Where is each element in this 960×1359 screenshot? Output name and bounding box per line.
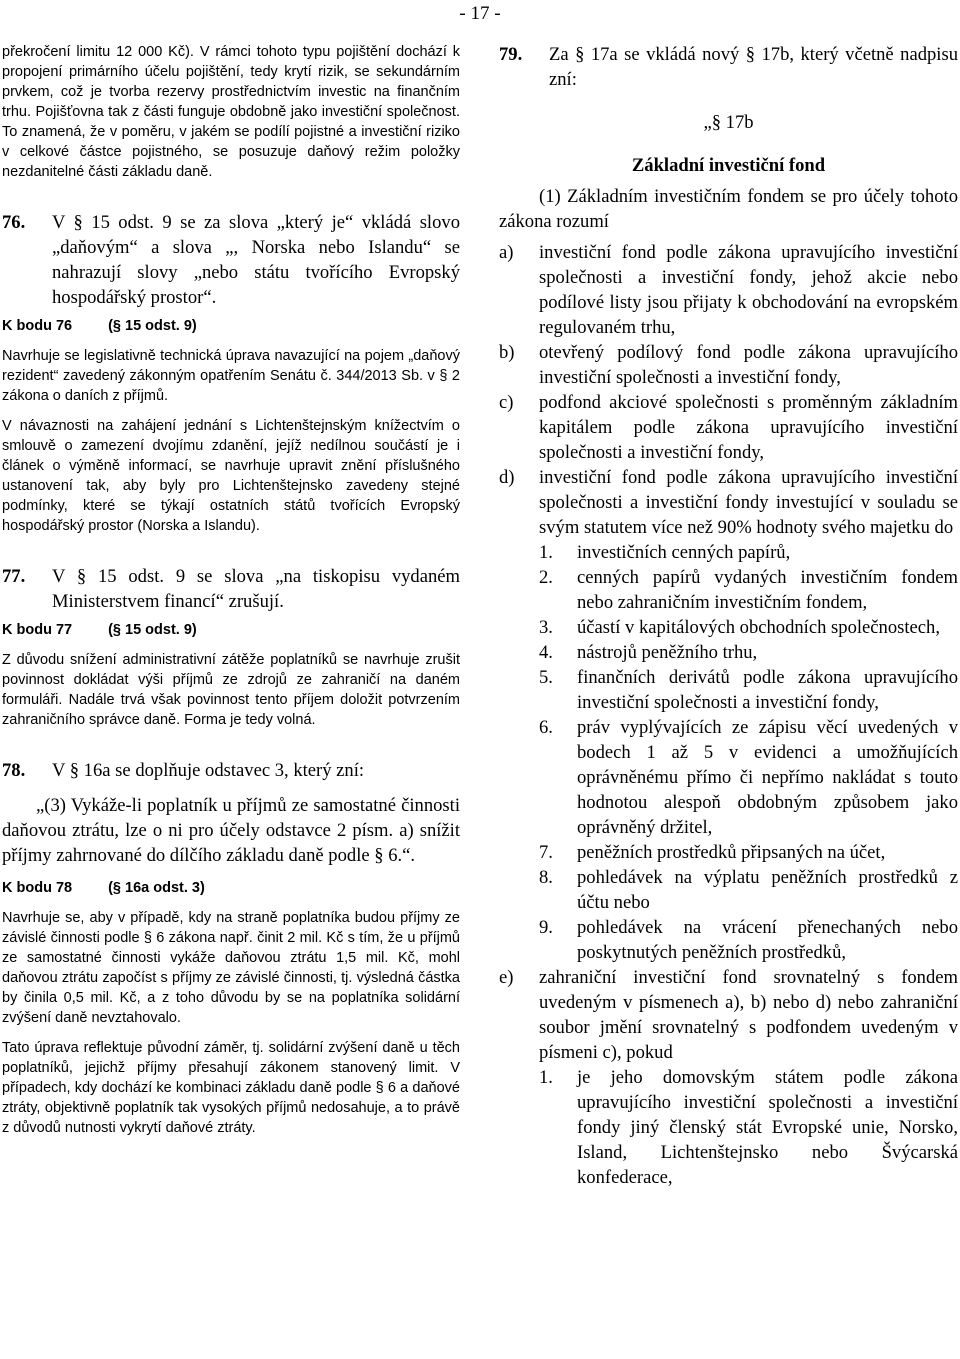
item-d-body: [539, 465, 958, 965]
explanation-heading-76: [2, 316, 460, 336]
explanation-heading-77: [2, 620, 460, 640]
sub-label: 6.: [539, 717, 553, 738]
explanation-77: Z důvodu snížení administrativní zátěže poplatníků se navrhuje zrušit povinnost dokládat výši příjmů ze zdrojů ze zahraničí na daném formuláři. Nadále trvá však povinnost tento příjem doložit potvrzením zahraničního správce daně. Forma je tedy volná.: [2, 652, 460, 728]
amendment-number: 79.: [499, 44, 523, 65]
sub-label: 4.: [539, 642, 553, 663]
amendment-number: 77.: [2, 566, 26, 587]
left-column: [2, 42, 460, 1138]
explanation-76-p2: V návaznosti na zahájení jednání s Lichtenštejnským knížectvím o smlouvě o zamezení dvojímu zdanění, jejíž nedílnou součástí je i článek o výměně informací, se navrhuje upravit znění příslušného ustanovení tak, aby byly pro Lichtenštejnsko zavedeny stejné podmínky, které se týkají ostatních států tvořících Evropský hospodářský prostor (Norska a Islandu).: [2, 418, 460, 534]
item-label: a): [499, 242, 514, 263]
amendment-number: 76.: [2, 212, 26, 233]
sub-label: 5.: [539, 667, 553, 688]
amendment-76: [2, 210, 460, 310]
sub-label: 8.: [539, 867, 553, 888]
sub-text: pohledávek na výplatu peněžních prostředků z účtu nebo: [577, 867, 958, 913]
sub-item-8: [539, 865, 958, 915]
sub-text: účastí v kapitálových obchodních společnostech,: [577, 617, 940, 638]
point-label: K bodu 76: [2, 318, 73, 334]
sub-label: 3.: [539, 617, 553, 638]
list-item-d: [499, 465, 958, 965]
explanation-heading-78: [2, 878, 460, 898]
section-ref: (§ 15 odst. 9): [108, 318, 197, 334]
section-intro: (1) Základním investičním fondem se pro účely tohoto zákona rozumí: [499, 186, 958, 232]
list-item-b: [499, 340, 958, 390]
amendment-text: Za § 17a se vkládá nový § 17b, který včetně nadpisu zní:: [549, 44, 958, 90]
right-column: [499, 42, 958, 1190]
sub-text: nástrojů peněžního trhu,: [577, 642, 758, 663]
sub-item-5: [539, 665, 958, 715]
amendment-78: [2, 758, 460, 783]
sub-item-2: [539, 565, 958, 615]
list-item-e: [499, 965, 958, 1190]
point-label: K bodu 77: [2, 622, 73, 638]
sub-item-7: [539, 840, 958, 865]
item-label: c): [499, 392, 514, 413]
item-text: otevřený podílový fond podle zákona upravujícího investiční společnosti a investiční fondy,: [539, 342, 958, 388]
item-label: e): [499, 967, 514, 988]
sub-item-3: [539, 615, 958, 640]
amendment-79: [499, 42, 958, 92]
sub-text: peněžních prostředků připsaných na účet,: [577, 842, 886, 863]
item-text: zahraniční investiční fond srovnatelný s fondem uvedeným v písmenech a), b) nebo d) nebo zahraniční soubor jmění srovnatelný s podfondem uvedeným v písmeni c), pokud: [539, 967, 958, 1063]
amendment-text: V § 15 odst. 9 se slova „na tiskopisu vydaném Ministerstvem financí“ zrušují.: [52, 566, 460, 612]
item-text: investiční fond podle zákona upravujícího investiční společnosti a investiční fondy investující v souladu se svým statutem více než 90% hodnoty svého majetku do: [539, 467, 958, 538]
explanation-78-p1: Navrhuje se, aby v případě, kdy na straně poplatníka budou příjmy ze závislé činnosti podle § 6 zákona např. činit 2 mil. Kč s tím, že u příjmů ze samostatné činnosti vykáže daňovou ztrátu 1,5 mil. Kč, mohl daňovou ztrátu započíst s příjmy ze závislé činnosti, tj. výsledná částka by činila 0,5 mil. Kč, a z toho důvodu by se na poplatníka solidární zvýšení daně nevztahovalo.: [2, 910, 460, 1026]
sub-label: 1.: [539, 542, 553, 563]
item-label: d): [499, 467, 515, 488]
sub-label: 1.: [539, 1067, 553, 1088]
sub-item-1: [539, 540, 958, 565]
point-label: K bodu 78: [2, 880, 73, 896]
amendment-text: V § 16a se doplňuje odstavec 3, který zní:: [52, 760, 365, 781]
explanation-78-p2: Tato úprava reflektuje původní záměr, tj. solidární zvýšení daně u těch poplatníků, jejichž příjmy přesahují zákonem stanovený limit. V případech, kdy dochází ke kombinaci základu daně podle § 6 a daňové ztráty, objektivně poplatník tak vysokých příjmů nedosahuje, a to právě z důvodů nutnosti vykrytí daňové ztráty.: [2, 1040, 460, 1136]
sub-text: pohledávek na vrácení přenechaných nebo poskytnutých peněžních prostředků,: [577, 917, 958, 963]
sub-text: investičních cenných papírů,: [577, 542, 791, 563]
sub-item-e1: [539, 1065, 958, 1190]
sub-text: cenných papírů vydaných investičním fondem nebo zahraničním investičním fondem,: [577, 567, 958, 613]
sub-label: 9.: [539, 917, 553, 938]
sub-item-4: [539, 640, 958, 665]
section-title: Základní investiční fond: [631, 155, 826, 176]
sub-item-6: [539, 715, 958, 840]
sub-text: práv vyplývajících ze zápisu věcí uvedených v bodech 1 až 5 v evidenci a umožňujících oprávněnému přímo či nepřímo nakládat s touto hodnotou alespoň obdobným způsobem jako oprávněný držitel,: [577, 717, 958, 838]
sub-label: 2.: [539, 567, 553, 588]
item-label: b): [499, 342, 515, 363]
list-item-c: [499, 390, 958, 465]
sub-text: je jeho domovským státem podle zákona upravujícího investiční společnosti a investiční fondy jiný členský stát Evropské unie, Norsko, Island, Lichtenštejnsko nebo Švýcarská konfederace,: [577, 1067, 958, 1188]
item-text: podfond akciové společnosti s proměnným základním kapitálem podle zákona upravujícího investiční společnosti a investiční fondy,: [539, 392, 958, 463]
section-ref: (§ 16a odst. 3): [108, 880, 205, 896]
section-ref: (§ 15 odst. 9): [108, 622, 197, 638]
amendment-number: 78.: [2, 760, 26, 781]
amendment-text: V § 15 odst. 9 se za slova „který je“ vkládá slovo „daňovým“ a slova „, Norska nebo Islandu“ se nahrazují slovy „nebo státu tvořícího Evropský hospodářský prostor“.: [52, 212, 460, 308]
item-text: investiční fond podle zákona upravujícího investiční společnosti a investiční fondy, jehož akcie nebo podílové listy jsou přijaty k obchodování na evropském regulovaném trhu,: [539, 242, 958, 338]
sub-text: finančních derivátů podle zákona upravujícího investiční společnosti a investiční fondy,: [577, 667, 958, 713]
page-number: - 17 -: [459, 3, 501, 24]
amendment-78-quote: „(3) Vykáže-li poplatník u příjmů ze samostatné činnosti daňovou ztrátu, lze o ni pro účely odstavce 2 písm. a) snížit příjmy zahrnované do dílčího základu daně podle § 6.“.: [2, 795, 460, 866]
section-heading: „§ 17b: [703, 112, 754, 133]
explanation-76-p1: Navrhuje se legislativně technická úprava navazující na pojem „daňový rezident“ zavedený zákonným opatřením Senátu č. 344/2013 Sb. v § 2 zákona o daních z příjmů.: [2, 348, 460, 404]
amendment-77: [2, 564, 460, 614]
sub-item-9: [539, 915, 958, 965]
list-item-a: [499, 240, 958, 340]
sub-label: 7.: [539, 842, 553, 863]
paragraph-intro: překročení limitu 12 000 Kč). V rámci tohoto typu pojištění dochází k propojení primárního účelu pojištění, tedy krytí rizik, se sekundárním prvkem, což je tvorba rezervy prostřednictvím investic na finančním trhu. Pojišťovna tak z části funguje obdobně jako investiční společnost. To znamená, že v poměru, v jakém se podílí pojistné a investiční riziko v celkové částce pojistného, se posuzuje daňový režim položky nezdanitelné části základu daně.: [2, 44, 460, 180]
item-e-body: [539, 965, 958, 1190]
